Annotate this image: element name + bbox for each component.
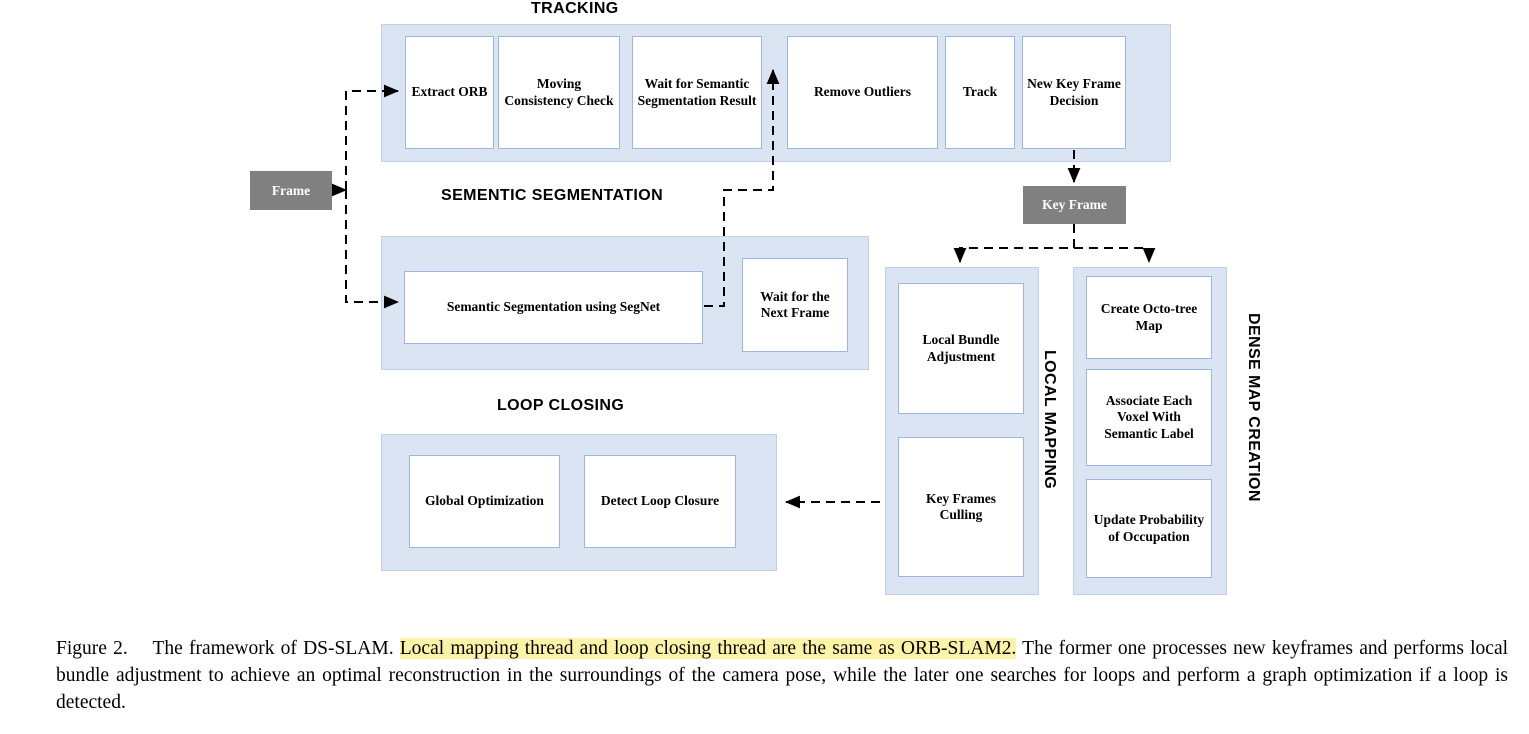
- section-title-local-mapping: LOCAL MAPPING: [1041, 350, 1058, 490]
- box-wait-for-semantic-segmentation-result[interactable]: Wait for Semantic Segmentation Result: [632, 36, 762, 149]
- box-moving-consistency-check[interactable]: Moving Consistency Check: [498, 36, 620, 149]
- section-title-loop-closing: LOOP CLOSING: [497, 397, 625, 414]
- section-title-tracking: TRACKING: [531, 0, 619, 17]
- section-title-semantic-segmentation: SEMENTIC SEGMENTATION: [441, 187, 664, 204]
- box-extract-orb[interactable]: Extract ORB: [405, 36, 494, 149]
- box-semantic-segmentation-using-segnet[interactable]: Semantic Segmentation using SegNet: [404, 271, 703, 344]
- box-key-frames-culling[interactable]: Key Frames Culling: [898, 437, 1024, 577]
- box-detect-loop-closure[interactable]: Detect Loop Closure: [584, 455, 736, 548]
- box-remove-outliers[interactable]: Remove Outliers: [787, 36, 938, 149]
- caption-label: Figure 2.: [56, 638, 128, 659]
- box-associate-voxel-semantic-label[interactable]: Associate Each Voxel With Semantic Label: [1086, 369, 1212, 466]
- caption-text-after: The former one processes new keyframes and performs local bundle adjustment to achieve an optimal reconstruction in the surroundings of the camera pose, while the later one searches for loops and perform a graph optimization if a loop is detected.: [56, 638, 1509, 713]
- input-key-frame[interactable]: Key Frame: [1023, 186, 1126, 224]
- box-global-optimization[interactable]: Global Optimization: [409, 455, 560, 548]
- box-update-probability-of-occupation[interactable]: Update Probability of Occupation: [1086, 479, 1212, 578]
- box-wait-for-the-next-frame[interactable]: Wait for the Next Frame: [742, 258, 848, 352]
- section-title-dense-map-creation: DENSE MAP CREATION: [1245, 313, 1262, 502]
- caption-highlight: Local mapping thread and loop closing thread are the same as ORB-SLAM2.: [399, 638, 1017, 659]
- box-track[interactable]: Track: [945, 36, 1015, 149]
- box-new-key-frame-decision[interactable]: New Key Frame Decision: [1022, 36, 1126, 149]
- box-create-octo-tree-map[interactable]: Create Octo-tree Map: [1086, 276, 1212, 359]
- input-frame[interactable]: Frame: [250, 171, 332, 210]
- figure-caption: [56, 636, 1508, 717]
- caption-text-before: The framework of DS-SLAM.: [152, 638, 394, 659]
- box-local-bundle-adjustment[interactable]: Local Bundle Adjustment: [898, 283, 1024, 414]
